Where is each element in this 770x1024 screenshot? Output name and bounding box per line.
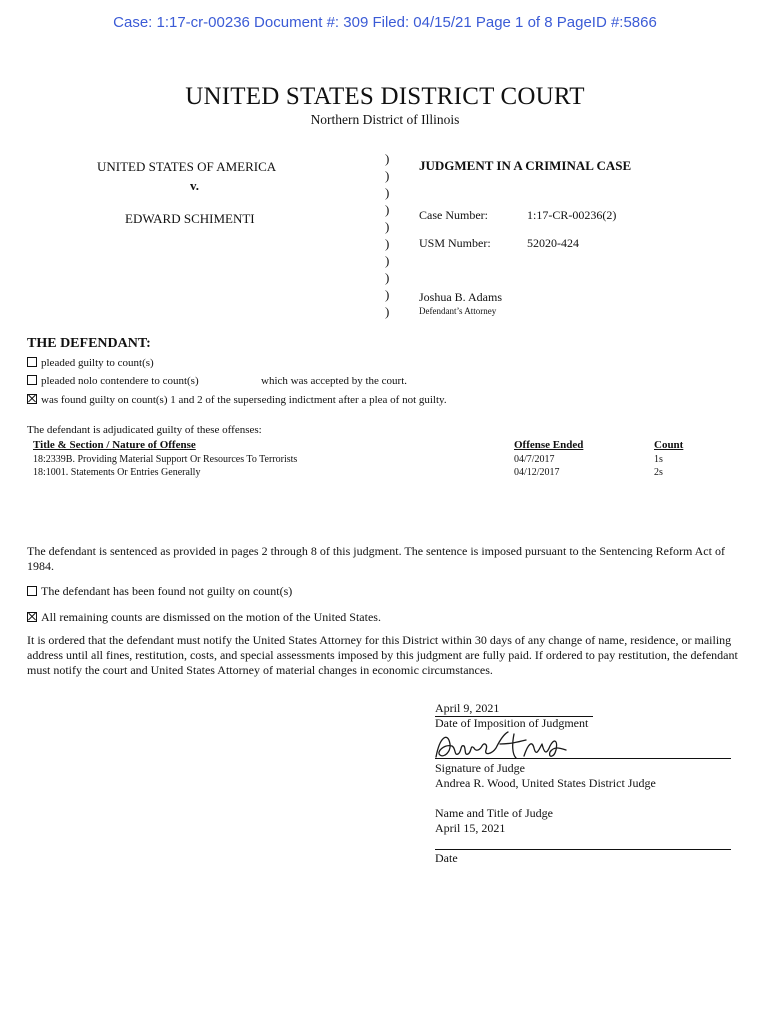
judge-signature <box>430 726 580 766</box>
date-label: Date <box>435 851 458 865</box>
offense-header-title: Title & Section / Nature of Offense <box>33 439 196 451</box>
offense-header-ended: Offense Ended <box>514 439 584 451</box>
case-header-stamp: Case: 1:17-cr-00236 Document #: 309 Filed: 04/15/21 Page 1 of 8 PageID #:5866 <box>113 14 657 31</box>
usm-number-label: USM Number: <box>419 236 491 250</box>
imposition-date-label: Date of Imposition of Judgment <box>435 716 589 730</box>
judge-name-title: Andrea R. Wood, United States District Judge <box>435 776 656 790</box>
usm-number-value: 52020-424 <box>527 236 579 250</box>
pleaded-guilty-checkbox <box>27 357 37 367</box>
attorney-name: Joshua B. Adams <box>419 290 503 304</box>
sentence-paragraph: The defendant is sentenced as provided in pages 2 through 8 of this judgment. The sentence is imposed pursuant to the Sentencing Reform Act of 1984. <box>27 544 725 573</box>
imposition-date: April 9, 2021 <box>435 701 500 715</box>
signature-label: Signature of Judge <box>435 761 525 775</box>
not-guilty-checkbox <box>27 586 37 596</box>
offense-row-1-title: 18:2339B. Providing Material Support Or Resources To Terrorists <box>33 454 298 465</box>
defendant-name: EDWARD SCHIMENTI <box>125 211 255 226</box>
sign-date: April 15, 2021 <box>435 821 506 835</box>
offense-header-count: Count <box>654 439 684 451</box>
attorney-label: Defendant’s Attorney <box>419 306 497 316</box>
offense-row-2-count: 2s <box>654 467 663 478</box>
offense-row-2-ended: 04/12/2017 <box>514 467 560 478</box>
versus-label: v. <box>190 178 200 193</box>
court-district: Northern District of Illinois <box>310 112 460 127</box>
offense-row-2-title: 18:1001. Statements Or Entries Generally <box>33 467 201 478</box>
pleaded-guilty-line: pleaded guilty to count(s) <box>27 357 154 369</box>
order-paragraph: It is ordered that the defendant must notify the United States Attorney for this District within 30 days of any change of name, residence, or mailing address until all fines, restitution, costs, and special assessments imposed by this judgment are fully paid. If ordered to pay restitution, the defendant must notify the court and United States Attorney of material changes in economic circumstances. <box>27 633 738 677</box>
signature-rule <box>435 758 731 759</box>
accepted-by-court-text: which was accepted by the court. <box>261 375 407 387</box>
case-number-value: 1:17-CR-00236(2) <box>527 208 617 222</box>
pleaded-nolo-line: pleaded nolo contendere to count(s) <box>27 375 199 387</box>
document-title: JUDGMENT IN A CRIMINAL CASE <box>419 158 632 173</box>
dismissed-checkbox <box>27 612 37 622</box>
dismissed-line: All remaining counts are dismissed on the motion of the United States. <box>27 610 381 625</box>
offenses-intro: The defendant is adjudicated guilty of these offenses: <box>27 424 262 436</box>
sign-date-rule <box>435 849 731 850</box>
not-guilty-line: The defendant has been found not guilty on count(s) <box>27 584 292 599</box>
plaintiff-name: UNITED STATES OF AMERICA <box>97 159 277 174</box>
case-number-label: Case Number: <box>419 208 488 222</box>
found-guilty-line: was found guilty on count(s) 1 and 2 of the superseding indictment after a plea of not guilty. <box>27 394 447 406</box>
pleaded-nolo-checkbox <box>27 375 37 385</box>
offense-row-1-ended: 04/7/2017 <box>514 454 555 465</box>
caption-parentheses: ) ) ) ) ) ) ) ) ) ) <box>385 151 390 319</box>
name-title-label: Name and Title of Judge <box>435 806 553 820</box>
offense-row-1-count: 1s <box>654 454 663 465</box>
defendant-section-heading: THE DEFENDANT: <box>27 336 151 351</box>
found-guilty-checkbox <box>27 394 37 404</box>
court-title: UNITED STATES DISTRICT COURT <box>185 83 585 110</box>
